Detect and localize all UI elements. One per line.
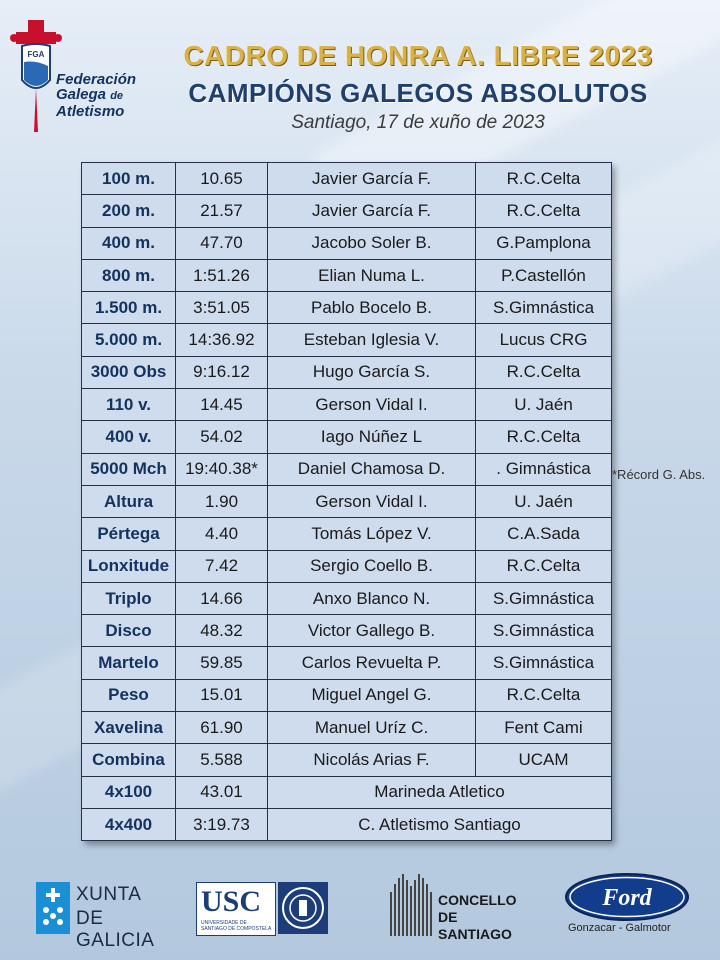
athlete-cell: Gerson Vidal I. — [268, 485, 476, 517]
club-cell: G.Pamplona — [476, 227, 612, 259]
event-cell: Xavelina — [82, 712, 176, 744]
fga-name — [56, 72, 136, 119]
concello-line1: CONCELLO DE — [438, 892, 517, 925]
fga-badge: FGA — [27, 50, 45, 59]
event-cell: Combina — [82, 744, 176, 776]
result-row — [82, 453, 612, 485]
event-cell: Pértega — [82, 518, 176, 550]
result-row — [82, 550, 612, 582]
club-cell: S.Gimnástica — [476, 582, 612, 614]
athlete-cell: Miguel Angel G. — [268, 679, 476, 711]
fga-name-line3: Atletismo — [56, 103, 125, 120]
mark-cell: 43.01 — [176, 776, 268, 808]
result-row — [82, 356, 612, 388]
event-cell: 5.000 m. — [82, 324, 176, 356]
club-cell: S.Gimnástica — [476, 292, 612, 324]
fga-name-galega: Galega — [56, 86, 107, 103]
athlete-cell: Daniel Chamosa D. — [268, 453, 476, 485]
event-cell: Martelo — [82, 647, 176, 679]
usc-wordmark — [196, 882, 276, 936]
mark-cell: 9:16.12 — [176, 356, 268, 388]
athlete-cell: Anxo Blanco N. — [268, 582, 476, 614]
club-cell: UCAM — [476, 744, 612, 776]
club-cell: U. Jaén — [476, 389, 612, 421]
mark-cell: 1:51.26 — [176, 259, 268, 291]
xunta-line2: DE GALICIA — [76, 908, 155, 951]
club-cell: P.Castellón — [476, 259, 612, 291]
result-row — [82, 195, 612, 227]
result-row — [82, 712, 612, 744]
event-cell: 800 m. — [82, 259, 176, 291]
concello-text — [438, 892, 538, 943]
honor-roll-table — [81, 162, 611, 841]
club-cell: R.C.Celta — [476, 356, 612, 388]
club-cell: R.C.Celta — [476, 550, 612, 582]
athlete-cell: Jacobo Soler B. — [268, 227, 476, 259]
usc-fullname: UNIVERSIDADE DE SANTIAGO DE COMPOSTELA — [201, 920, 272, 932]
result-row — [82, 582, 612, 614]
fga-name-line1: Federación — [56, 71, 137, 88]
mark-cell: 14.45 — [176, 389, 268, 421]
mark-cell: 48.32 — [176, 615, 268, 647]
athlete-cell: Elian Numa L. — [268, 259, 476, 291]
athlete-cell: Gerson Vidal I. — [268, 389, 476, 421]
usc-acronym: USC — [201, 885, 262, 918]
result-row — [82, 259, 612, 291]
relay-row — [82, 776, 612, 808]
result-row — [82, 485, 612, 517]
athlete-cell: Hugo García S. — [268, 356, 476, 388]
event-cell: 3000 Obs — [82, 356, 176, 388]
xunta-logo — [36, 882, 186, 951]
fga-name-line2 — [56, 87, 136, 104]
event-cell: Altura — [82, 485, 176, 517]
page-title: CADRO DE HONRA A. LIBRE 2023 — [183, 40, 653, 71]
athlete-cell: Javier García F. — [268, 195, 476, 227]
ford-wordmark: Ford — [602, 885, 652, 911]
mark-cell: 15.01 — [176, 679, 268, 711]
result-row — [82, 163, 612, 195]
club-cell: S.Gimnástica — [476, 615, 612, 647]
club-cell: C.A.Sada — [476, 518, 612, 550]
cathedral-icon — [388, 870, 434, 936]
ford-oval-icon — [564, 872, 690, 922]
ford-logo — [564, 872, 694, 938]
xunta-line1: XUNTA — [76, 884, 142, 905]
athlete-cell: Carlos Revuelta P. — [268, 647, 476, 679]
event-cell: Peso — [82, 679, 176, 711]
event-date: Santiago, 17 de xuño de 2023 — [291, 112, 545, 133]
result-row — [82, 518, 612, 550]
mark-cell: 59.85 — [176, 647, 268, 679]
xunta-emblem-icon — [36, 882, 70, 934]
fga-logo — [6, 16, 146, 134]
club-cell: S.Gimnástica — [476, 647, 612, 679]
event-cell: 5000 Mch — [82, 453, 176, 485]
usc-seal-icon — [278, 882, 328, 934]
club-cell: R.C.Celta — [476, 421, 612, 453]
event-cell: 200 m. — [82, 195, 176, 227]
result-row — [82, 421, 612, 453]
fga-name-de: de — [110, 90, 124, 102]
team-cell: C. Atletismo Santiago — [268, 808, 612, 840]
mark-cell: 54.02 — [176, 421, 268, 453]
result-row — [82, 227, 612, 259]
mark-cell: 1.90 — [176, 485, 268, 517]
event-cell: Lonxitude — [82, 550, 176, 582]
result-row — [82, 615, 612, 647]
club-cell: U. Jaén — [476, 485, 612, 517]
athlete-cell: Manuel Uríz C. — [268, 712, 476, 744]
result-row — [82, 744, 612, 776]
record-note: *Récord G. Abs. — [612, 467, 706, 482]
team-cell: Marineda Atletico — [268, 776, 612, 808]
ford-dealer: Gonzacar - Galmotor — [568, 922, 671, 934]
athlete-cell: Esteban Iglesia V. — [268, 324, 476, 356]
club-cell: Fent Cami — [476, 712, 612, 744]
event-cell: 110 v. — [82, 389, 176, 421]
results-body — [82, 163, 612, 841]
mark-cell: 10.65 — [176, 163, 268, 195]
athlete-cell: Sergio Coello B. — [268, 550, 476, 582]
relay-row — [82, 808, 612, 840]
event-cell: 400 m. — [82, 227, 176, 259]
event-cell: 100 m. — [82, 163, 176, 195]
mark-cell: 4.40 — [176, 518, 268, 550]
result-row — [82, 679, 612, 711]
event-cell: 4x400 — [82, 808, 176, 840]
result-row — [82, 647, 612, 679]
mark-cell: 21.57 — [176, 195, 268, 227]
mark-cell: 14:36.92 — [176, 324, 268, 356]
mark-cell: 47.70 — [176, 227, 268, 259]
result-row — [82, 389, 612, 421]
event-cell: 1.500 m. — [82, 292, 176, 324]
mark-cell: 19:40.38* — [176, 453, 268, 485]
result-row — [82, 292, 612, 324]
event-cell: 4x100 — [82, 776, 176, 808]
usc-logo — [196, 882, 332, 934]
event-cell: Triplo — [82, 582, 176, 614]
mark-cell: 3:19.73 — [176, 808, 268, 840]
club-cell: Lucus CRG — [476, 324, 612, 356]
athlete-cell: Nicolás Arias F. — [268, 744, 476, 776]
event-cell: 400 v. — [82, 421, 176, 453]
concello-santiago-logo — [388, 870, 538, 942]
mark-cell: 3:51.05 — [176, 292, 268, 324]
mark-cell: 61.90 — [176, 712, 268, 744]
athlete-cell: Victor Gallego B. — [268, 615, 476, 647]
athlete-cell: Javier García F. — [268, 163, 476, 195]
event-cell: Disco — [82, 615, 176, 647]
club-cell: . Gimnástica — [476, 453, 612, 485]
mark-cell: 5.588 — [176, 744, 268, 776]
result-row — [82, 324, 612, 356]
athlete-cell: Tomás López V. — [268, 518, 476, 550]
club-cell: R.C.Celta — [476, 195, 612, 227]
concello-line2: SANTIAGO — [438, 926, 512, 942]
athlete-cell: Iago Núñez L — [268, 421, 476, 453]
club-cell: R.C.Celta — [476, 679, 612, 711]
mark-cell: 14.66 — [176, 582, 268, 614]
mark-cell: 7.42 — [176, 550, 268, 582]
athlete-cell: Pablo Bocelo B. — [268, 292, 476, 324]
club-cell: R.C.Celta — [476, 163, 612, 195]
page-subtitle: CAMPIÓNS GALEGOS ABSOLUTOS — [188, 78, 648, 108]
